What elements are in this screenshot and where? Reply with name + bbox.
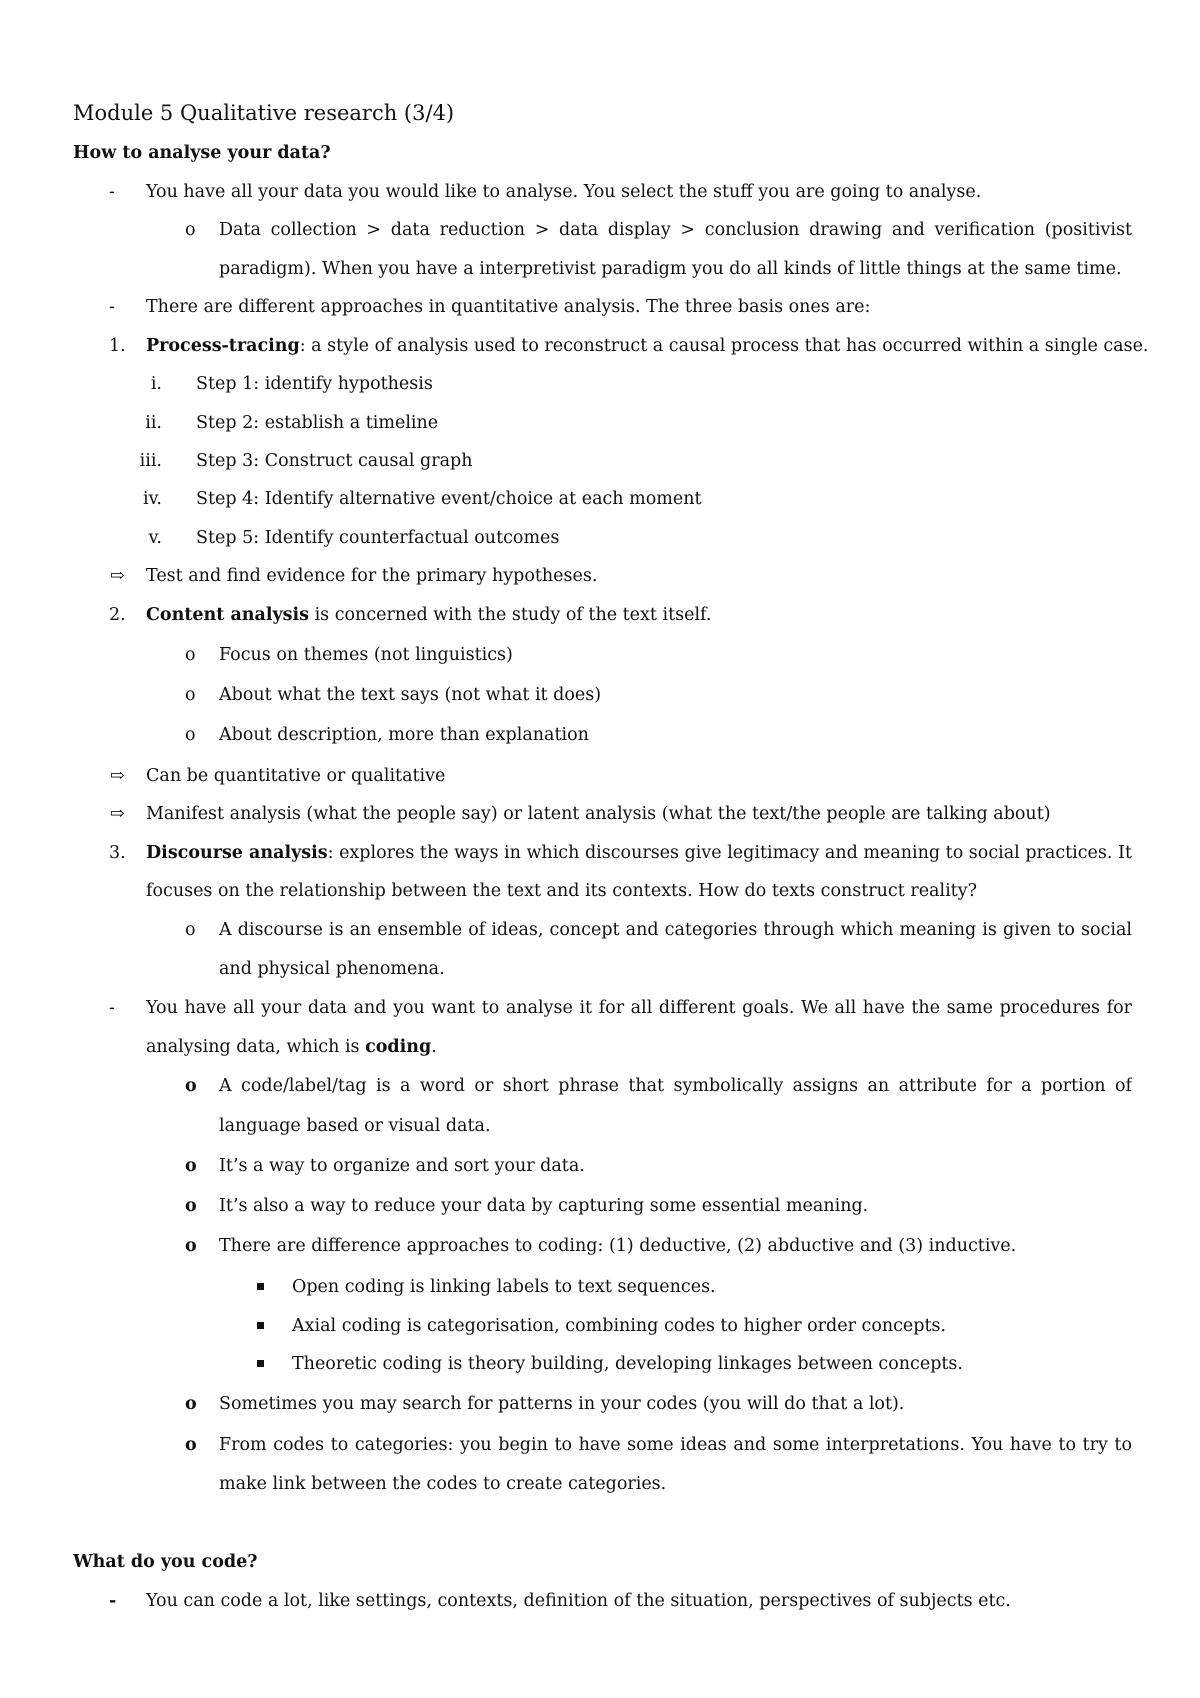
square-bullet-item <box>0 1347 1200 1381</box>
number-marker: 2. <box>109 605 126 625</box>
section-heading-line <box>0 136 1200 170</box>
section-heading: How to analyse your data? <box>73 143 331 163</box>
square-bullet-icon <box>257 1309 264 1343</box>
sub-list-item <box>0 678 1200 712</box>
numbered-item-text: is concerned with the study of the text itself. <box>309 605 712 625</box>
circle-bullet-marker: o <box>185 725 196 745</box>
circle-bullet-marker: o <box>185 1196 197 1216</box>
step-text: Step 4: Identify alternative event/choice at each moment <box>196 489 702 509</box>
term-bold: coding <box>365 1037 432 1057</box>
square-bullet-text: Axial coding is categorisation, combining codes to higher order concepts. <box>292 1316 947 1336</box>
list-item <box>0 991 1200 1025</box>
sub-list-item-continuation <box>0 952 1200 986</box>
step-text: Step 3: Construct causal graph <box>196 451 473 471</box>
arrow-item <box>0 797 1200 831</box>
arrow-item <box>0 559 1200 593</box>
arrow-right-icon: ⇨ <box>110 766 125 786</box>
arrow-right-icon: ⇨ <box>110 566 125 586</box>
step-text: Step 5: Identify counterfactual outcomes <box>196 528 560 548</box>
sub-list-item <box>0 913 1200 947</box>
circle-bullet-marker: o <box>185 1236 197 1256</box>
sub-list-item-text: About description, more than explanation <box>219 725 589 745</box>
dash-marker: - <box>109 998 115 1018</box>
numbered-item-text: : explores the ways in which discourses give legitimacy and meaning to social practices. It <box>327 843 1132 863</box>
sub-list-item <box>0 638 1200 672</box>
roman-marker: iii. <box>139 451 162 471</box>
sub-list-item <box>0 1229 1200 1263</box>
list-item-text: You can code a lot, like settings, contexts, definition of the situation, perspectives of subjects etc. <box>146 1591 1011 1611</box>
number-marker: 1. <box>109 336 126 356</box>
arrow-item-text: Test and find evidence for the primary hypotheses. <box>146 566 598 586</box>
circle-bullet-marker: o <box>185 220 196 240</box>
roman-marker: v. <box>148 528 162 548</box>
sub-list-item-text: About what the text says (not what it does) <box>219 685 602 705</box>
sub-list-item-text: It’s a way to organize and sort your data. <box>219 1156 585 1176</box>
term-bold: Discourse analysis <box>146 843 328 863</box>
square-bullet-item <box>0 1309 1200 1343</box>
circle-bullet-marker: o <box>185 920 196 940</box>
sub-list-item-text: A code/label/tag is a word or short phrase that symbolically assigns an attribute for a portion of <box>219 1076 1132 1096</box>
document-title: Module 5 Qualitative research (3/4) <box>73 101 455 125</box>
numbered-item <box>0 329 1200 363</box>
circle-bullet-marker: o <box>185 1156 197 1176</box>
list-item-text: There are different approaches in quantitative analysis. The three basis ones are: <box>146 297 871 317</box>
list-item-text: analysing data, which is <box>146 1037 366 1057</box>
document-title-line <box>0 96 1200 130</box>
square-bullet-icon <box>257 1347 264 1381</box>
arrow-item-text: Can be quantitative or qualitative <box>146 766 446 786</box>
dash-marker: - <box>109 182 115 202</box>
sub-list-item-text: Focus on themes (not linguistics) <box>219 645 513 665</box>
dash-marker: - <box>109 1591 117 1611</box>
section-heading: What do you code? <box>73 1552 258 1572</box>
circle-bullet-marker: o <box>185 1394 197 1414</box>
square-bullet-item <box>0 1270 1200 1304</box>
dash-marker: - <box>109 297 115 317</box>
list-item <box>0 1584 1200 1618</box>
section-heading-line <box>0 1545 1200 1579</box>
square-bullet-text: Open coding is linking labels to text sequences. <box>292 1277 716 1297</box>
list-item-continuation <box>0 1030 1200 1064</box>
sub-list-item <box>0 718 1200 752</box>
step-text: Step 2: establish a timeline <box>196 413 439 433</box>
sub-list-item-text: Sometimes you may search for patterns in your codes (you will do that a lot). <box>219 1394 905 1414</box>
square-bullet-text: Theoretic coding is theory building, developing linkages between concepts. <box>292 1354 963 1374</box>
roman-step <box>0 444 1200 478</box>
sub-list-item <box>0 1387 1200 1421</box>
arrow-item <box>0 759 1200 793</box>
numbered-item <box>0 836 1200 870</box>
roman-marker: iv. <box>143 489 162 509</box>
roman-step <box>0 521 1200 555</box>
sub-list-item-continuation <box>0 1467 1200 1501</box>
arrow-right-icon: ⇨ <box>110 804 125 824</box>
circle-bullet-marker: o <box>185 685 196 705</box>
sub-list-item-continuation <box>0 1109 1200 1143</box>
sub-list-item-text: paradigm). When you have a interpretivist paradigm you do all kinds of little things at the same time. <box>219 259 1122 279</box>
roman-marker: ii. <box>145 413 162 433</box>
circle-bullet-marker: o <box>185 1076 197 1096</box>
list-item-text: You have all your data and you want to analyse it for all different goals. We all have the same procedures for <box>146 998 1132 1018</box>
sub-list-item-text: There are difference approaches to coding: (1) deductive, (2) abductive and (3) inductive. <box>219 1236 1017 1256</box>
sub-list-item-text: It’s also a way to reduce your data by capturing some essential meaning. <box>219 1196 869 1216</box>
sub-list-item-text: make link between the codes to create categories. <box>219 1474 667 1494</box>
sub-list-item-continuation <box>0 252 1200 286</box>
sub-list-item <box>0 1428 1200 1462</box>
list-item <box>0 175 1200 209</box>
roman-step <box>0 367 1200 401</box>
list-item-text: . <box>431 1037 437 1057</box>
step-text: Step 1: identify hypothesis <box>196 374 433 394</box>
term-bold: Process-tracing <box>146 336 300 356</box>
sub-list-item <box>0 1149 1200 1183</box>
sub-list-item-text: and physical phenomena. <box>219 959 445 979</box>
list-item <box>0 290 1200 324</box>
numbered-item-text: : a style of analysis used to reconstruct a causal process that has occurred within a single case. <box>299 336 1149 356</box>
circle-bullet-marker: o <box>185 645 196 665</box>
square-bullet-icon <box>257 1270 264 1304</box>
number-marker: 3. <box>109 843 126 863</box>
sub-list-item <box>0 1069 1200 1103</box>
sub-list-item <box>0 1189 1200 1223</box>
numbered-item <box>0 598 1200 632</box>
roman-step <box>0 482 1200 516</box>
term-bold: Content analysis <box>146 605 310 625</box>
sub-list-item-text: A discourse is an ensemble of ideas, concept and categories through which meaning is given to social <box>219 920 1132 940</box>
numbered-item-continuation <box>0 874 1200 908</box>
sub-list-item-text: language based or visual data. <box>219 1116 491 1136</box>
list-item-text: You have all your data you would like to analyse. You select the stuff you are going to analyse. <box>146 182 982 202</box>
roman-step <box>0 406 1200 440</box>
numbered-item-text: focuses on the relationship between the text and its contexts. How do texts construct reality? <box>146 881 977 901</box>
sub-list-item-text: Data collection > data reduction > data display > conclusion drawing and verification (positivist <box>219 220 1132 240</box>
sub-list-item <box>0 213 1200 247</box>
arrow-item-text: Manifest analysis (what the people say) or latent analysis (what the text/the people are talking about) <box>146 804 1051 824</box>
roman-marker: i. <box>150 374 162 394</box>
sub-list-item-text: From codes to categories: you begin to have some ideas and some interpretations. You have to try to <box>219 1435 1132 1455</box>
circle-bullet-marker: o <box>185 1435 197 1455</box>
